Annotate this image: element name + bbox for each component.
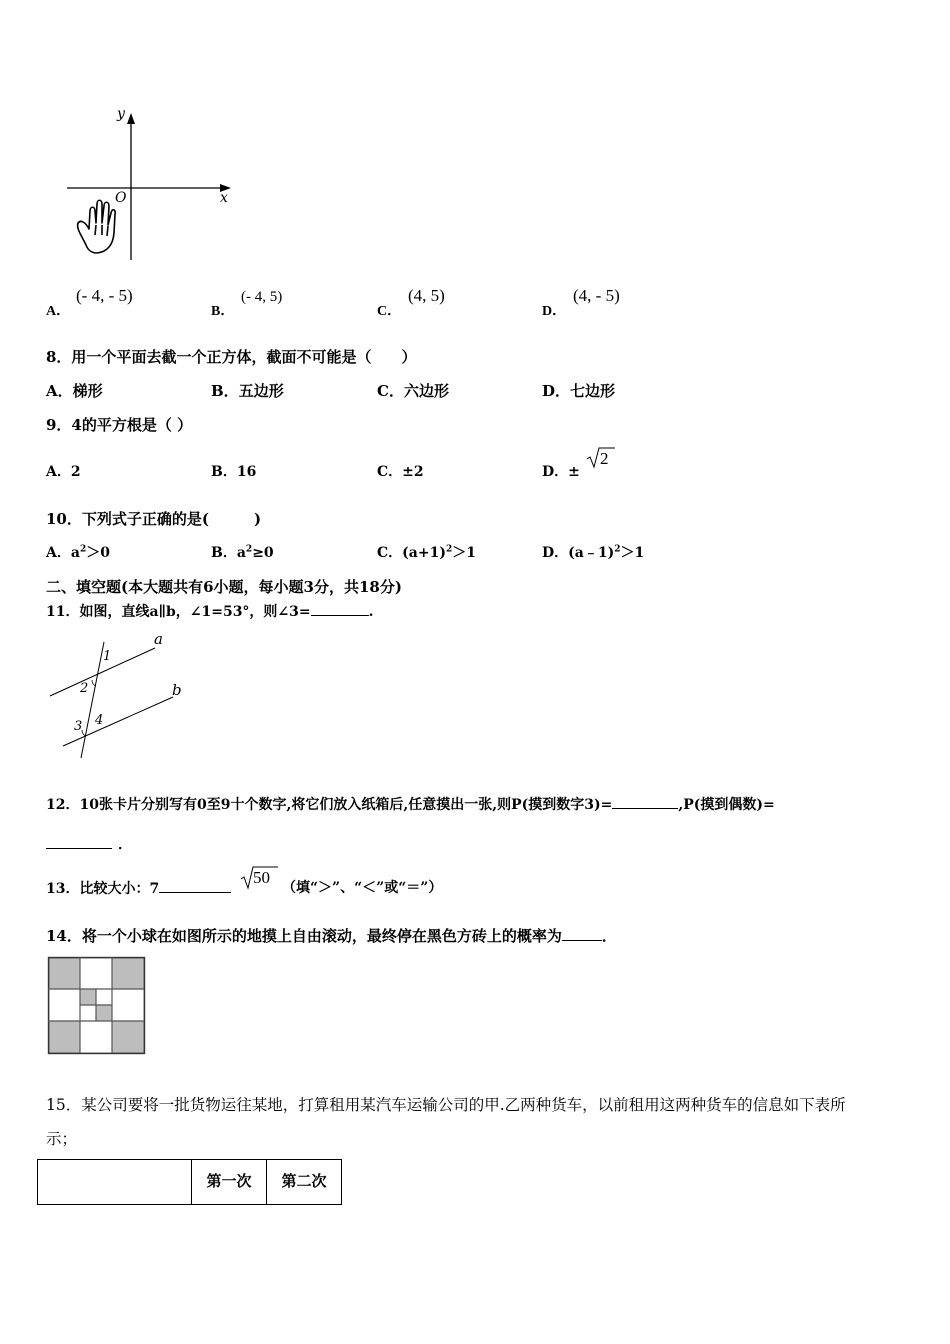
q10-option-a-exp: 2 xyxy=(79,544,87,555)
tile-black xyxy=(80,989,96,1005)
q12-line-1 xyxy=(46,794,775,814)
q10-option-c xyxy=(377,542,476,562)
q10-option-a-label: A． xyxy=(46,545,71,561)
q14-blank[interactable] xyxy=(562,928,602,941)
tile-black xyxy=(112,957,144,989)
q13-line xyxy=(46,878,231,898)
q9-option-b xyxy=(211,461,256,481)
q9-option-a xyxy=(46,461,81,481)
q10-option-c-exp: 2 xyxy=(445,544,453,555)
q15-table xyxy=(37,1159,342,1205)
q8-option-a-value: 梯形 xyxy=(72,382,103,400)
q14-stem: 14．将一个小球在如图所示的地摸上自由滚动，最终停在黑色方砖上的概率为 xyxy=(46,927,562,945)
q8-option-b-value: 五边形 xyxy=(238,382,284,400)
angle-4-label: 4 xyxy=(95,713,104,728)
q11-stem xyxy=(46,601,374,621)
q10-option-c-rel: ＞1 xyxy=(452,545,476,561)
tile-black xyxy=(96,1005,112,1021)
table-header-row xyxy=(38,1160,342,1205)
q7-option-c-value: (4, 5) xyxy=(408,286,445,305)
q10-option-b xyxy=(211,542,274,562)
q9-option-c xyxy=(377,461,424,481)
q7-option-d-label: D． xyxy=(542,304,567,319)
q7-option-b-label: B． xyxy=(211,304,235,319)
table-header-second xyxy=(267,1160,342,1205)
q9-option-d-label: D． xyxy=(542,464,569,480)
q15-text-line-2: 示； xyxy=(46,1130,78,1148)
q7-axes-figure xyxy=(60,105,250,270)
tile-black xyxy=(48,1021,80,1053)
q8-option-c-label: C． xyxy=(377,382,404,400)
q10-option-d-base: (a﹣1) xyxy=(568,545,615,561)
q12-text-2: ,P(摸到偶数)= xyxy=(678,797,775,813)
origin-label: O xyxy=(115,190,127,206)
q13-blank[interactable] xyxy=(159,880,231,893)
q10-stem: 10．下列式子正确的是( ) xyxy=(46,510,262,528)
q13-text-1: 13．比较大小：7 xyxy=(46,881,160,897)
q13-text-2: （填“＞”、“＜”或“＝”） xyxy=(282,880,443,896)
y-axis-label: y xyxy=(117,106,125,122)
q10-option-b-exp: 2 xyxy=(245,544,253,555)
q10-option-c-base: (a+1) xyxy=(402,545,446,561)
q9-option-d-value: ± xyxy=(568,464,580,480)
table-header-first-label: 第一次 xyxy=(206,1172,252,1190)
table-header-second-label: 第二次 xyxy=(281,1172,327,1190)
q14-tile-floor-figure xyxy=(48,957,146,1055)
q8-option-d-label: D． xyxy=(542,382,571,400)
q8-option-c xyxy=(377,380,449,401)
hand-icon xyxy=(78,200,116,253)
q8-option-d-value: 七边形 xyxy=(570,382,616,400)
q11-stem-text: 11．如图，直线a∥b，∠1=53°，则∠3= xyxy=(46,604,311,620)
q10-option-b-base: a xyxy=(236,545,246,561)
transversal xyxy=(81,642,104,758)
q9-radicand: 2 xyxy=(600,449,609,468)
q12-line-2 xyxy=(46,834,132,854)
angle-3-label: 3 xyxy=(74,719,83,734)
q15-text-line-1: 15．某公司要将一批货物运往某地，打算租用某汽车运输公司的甲.乙两种货车，以前租用这两种货车的信息如下表所 xyxy=(46,1096,846,1114)
tile-black xyxy=(48,957,80,989)
q11-answer-blank[interactable] xyxy=(311,603,369,616)
q9-option-c-value: ±2 xyxy=(402,464,424,480)
q12-end: ． xyxy=(118,837,132,853)
angle-2-label: 2 xyxy=(80,681,89,696)
q9-stem: 9．4的平方根是（ ） xyxy=(46,416,193,434)
q9-option-a-label: A． xyxy=(46,464,71,480)
q9-option-b-value: 16 xyxy=(236,464,257,480)
q11-end: . xyxy=(368,604,374,620)
x-axis-label: x xyxy=(220,190,228,206)
q7-option-b-value: (- 4, 5) xyxy=(241,289,283,305)
q10-option-a-base: a xyxy=(70,545,80,561)
q9-option-a-value: 2 xyxy=(70,464,81,480)
q7-option-d-value: (4, - 5) xyxy=(573,286,620,305)
q10-option-d xyxy=(542,542,644,562)
y-axis-arrow xyxy=(127,113,135,124)
q10-option-a-rel: ＞0 xyxy=(86,545,110,561)
q13-radicand: 50 xyxy=(253,868,270,887)
q7-option-c-label: C． xyxy=(377,304,402,319)
section-2-title: 二、填空题(本大题共有6小题，每小题3分，共18分) xyxy=(46,578,402,596)
table-header-first xyxy=(192,1160,267,1205)
q14-end: ． xyxy=(601,927,617,945)
q10-option-b-rel: ≥0 xyxy=(252,545,274,561)
q8-option-b-label: B． xyxy=(211,382,239,400)
q12-blank-1[interactable] xyxy=(612,796,678,809)
q14-line xyxy=(46,925,617,946)
angle-1-label: 1 xyxy=(103,649,112,664)
q10-option-c-label: C． xyxy=(377,545,403,561)
q10-option-b-label: B． xyxy=(211,545,237,561)
q10-option-a xyxy=(46,542,110,562)
line-b-label: b xyxy=(172,681,182,699)
q9-option-c-label: C． xyxy=(377,464,403,480)
q7-option-a-label: A． xyxy=(46,304,71,319)
tile-black xyxy=(112,1021,144,1053)
line-a-label: a xyxy=(154,630,163,648)
table-header-empty xyxy=(38,1160,192,1205)
q10-option-d-label: D． xyxy=(542,545,569,561)
q8-option-a-label: A． xyxy=(46,382,73,400)
q7-option-a-value: (- 4, - 5) xyxy=(76,286,133,305)
q12-blank-2[interactable] xyxy=(46,836,112,849)
q10-option-d-rel: ＞1 xyxy=(620,545,645,561)
q8-option-a xyxy=(46,380,103,401)
q8-stem: 8．用一个平面去截一个正方体，截面不可能是（ ） xyxy=(46,348,417,366)
q8-option-b xyxy=(211,380,284,401)
q8-option-d xyxy=(542,380,615,401)
q9-option-d xyxy=(542,461,580,481)
q10-option-d-exp: 2 xyxy=(614,544,621,555)
q12-text-1: 12．10张卡片分别写有0至9十个数字,将它们放入纸箱后,任意摸出一张,则P(摸到数字3)= xyxy=(46,797,613,813)
q8-option-c-value: 六边形 xyxy=(403,382,449,400)
q9-option-b-label: B． xyxy=(211,464,237,480)
